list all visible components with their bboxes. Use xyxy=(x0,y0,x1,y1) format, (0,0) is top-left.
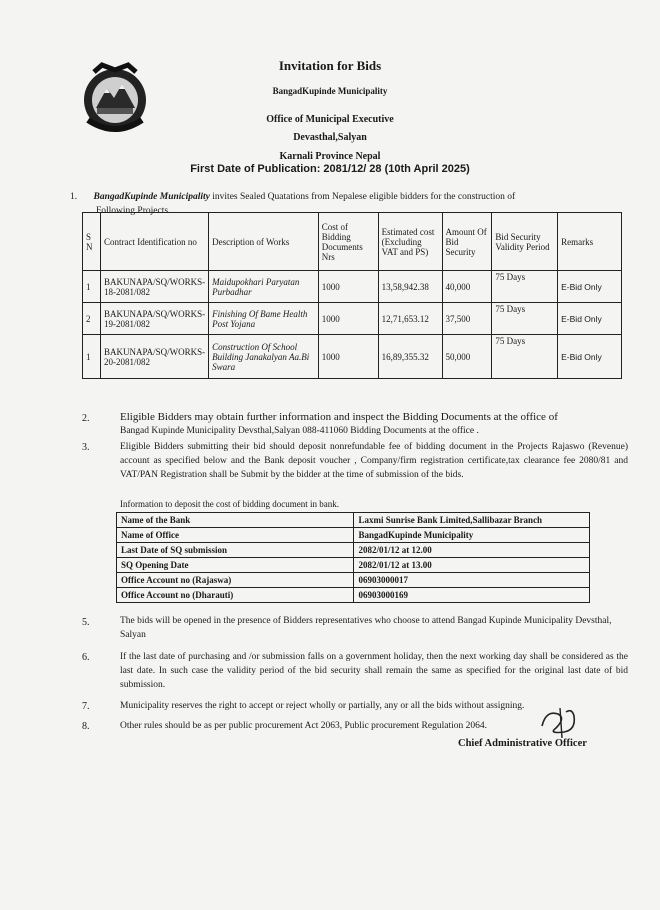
cell-description: Construction Of School Building Janakalyan Aa.Bi Swara xyxy=(209,335,319,379)
cell-cost: 1000 xyxy=(318,271,378,303)
cell-contract: BAKUNAPA/SQ/WORKS-18-2081/082 xyxy=(100,271,208,303)
cell-validity: 75 Days xyxy=(492,303,558,335)
works-table xyxy=(82,212,622,379)
cell-validity: 75 Days xyxy=(492,271,558,303)
cell-contract: BAKUNAPA/SQ/WORKS-19-2081/082 xyxy=(100,303,208,335)
item-number: 7. xyxy=(82,701,90,712)
cell-validity: 75 Days xyxy=(492,335,558,379)
cell-description: Maidupokhari Paryatan Purbadhar xyxy=(209,271,319,303)
bank-value: 06903000017 xyxy=(354,573,590,588)
bank-label: Name of the Bank xyxy=(117,513,354,528)
table-row xyxy=(117,573,590,588)
intro-text: invites Sealed Quatations from Nepalese eligible bidders for the construction of xyxy=(209,192,516,202)
page-title: Invitation for Bids xyxy=(278,58,382,73)
bank-label: SQ Opening Date xyxy=(117,558,354,573)
cell-security: 50,000 xyxy=(442,335,492,379)
item-number: 3. xyxy=(82,442,90,453)
column-header: S N xyxy=(83,213,101,271)
signature-title: Chief Administrative Officer xyxy=(458,738,587,749)
signature-mark xyxy=(536,704,584,740)
table-row xyxy=(83,335,622,379)
cell-remarks: E-Bid Only xyxy=(558,335,622,379)
cell-estimated: 13,58,942.38 xyxy=(378,271,442,303)
item-text: Municipality reserves the right to accept or reject wholly or partially, any or all the bids without assigning. xyxy=(120,701,525,711)
table-row xyxy=(117,543,590,558)
intro-number: 1. xyxy=(70,192,78,202)
bank-label: Office Account no (Rajaswa) xyxy=(117,573,354,588)
table-row xyxy=(117,588,590,603)
cell-remarks: E-Bid Only xyxy=(558,303,622,335)
cell-estimated: 16,89,355.32 xyxy=(378,335,442,379)
bank-value: 06903000169 xyxy=(354,588,590,603)
bank-label: Office Account no (Dharauti) xyxy=(117,588,354,603)
cell-security: 37,500 xyxy=(442,303,492,335)
intro-text-2: Following Projects. xyxy=(96,206,171,216)
item-number: 8. xyxy=(82,721,90,732)
item-text: The bids will be opened in the presence of Bidders representatives who choose to attend Bangad Kupinde Municipality Devsthal, Salyan xyxy=(120,616,612,640)
cell-cost: 1000 xyxy=(318,303,378,335)
cell-estimated: 12,71,653.12 xyxy=(378,303,442,335)
publication-date: First Date of Publication: 2081/12/ 28 (10th April 2025) xyxy=(190,163,470,175)
cell-description: Finishing Of Bame Health Post Yojana xyxy=(209,303,319,335)
bank-label: Name of Office xyxy=(117,528,354,543)
municipality-name: BangadKupinde Municipality xyxy=(272,86,388,96)
item-text: Bangad Kupinde Municipality Devsthal,Salyan 088-411060 Bidding Documents at the office . xyxy=(120,426,479,436)
column-header: Contract Identification no xyxy=(100,213,208,271)
cell-contract: BAKUNAPA/SQ/WORKS-20-2081/082 xyxy=(100,335,208,379)
column-header: Bid Security Validity Period xyxy=(492,213,558,271)
item-number: 2. xyxy=(82,413,90,424)
column-header: Amount Of Bid Security xyxy=(442,213,492,271)
table-row xyxy=(83,303,622,335)
item-text: Eligible Bidders submitting their bid should deposit nonrefundable fee of bidding document in the Projects Rajaswo (Revenue) account as specified below and the Bank deposit voucher , Company/firm registration certificate,tax clearance fee 2080/81 and VAT/PAN Registration shall be Submit by the bidder at the time of submission of the bids. xyxy=(120,442,628,480)
bank-caption: Information to deposit the cost of bidding document in bank. xyxy=(120,499,339,509)
item-text: Other rules should be as per public procurement Act 2063, Public procurement Regulation 2064. xyxy=(120,721,487,731)
column-header: Cost of Bidding Documents Nrs xyxy=(318,213,378,271)
bank-label: Last Date of SQ submission xyxy=(117,543,354,558)
table-row xyxy=(83,271,622,303)
item-text: If the last date of purchasing and /or submission falls on a government holiday, then the next working day shall be considered as the last date. In such case the validity period of the bid security shall remain the same as specified for the original last date of bid submission. xyxy=(120,652,628,690)
bank-value: 2082/01/12 at 12.00 xyxy=(354,543,590,558)
column-header: Remarks xyxy=(558,213,622,271)
table-row xyxy=(117,513,590,528)
office-address: Devasthal,Salyan xyxy=(293,132,367,143)
province-name: Karnali Province Nepal xyxy=(279,151,381,162)
column-header: Description of Works xyxy=(209,213,319,271)
works-table-header xyxy=(83,213,622,271)
item-number: 5. xyxy=(82,617,90,628)
bank-value: BangadKupinde Municipality xyxy=(354,528,590,543)
bank-value: Laxmi Sunrise Bank Limited,Sallibazar Branch xyxy=(354,513,590,528)
cell-sn: 2 xyxy=(83,303,101,335)
cell-security: 40,000 xyxy=(442,271,492,303)
table-row xyxy=(117,558,590,573)
office-name: Office of Municipal Executive xyxy=(266,114,394,125)
cell-sn: 1 xyxy=(83,335,101,379)
bank-value: 2082/01/12 at 13.00 xyxy=(354,558,590,573)
column-header: Estimated cost (Excluding VAT and PS) xyxy=(378,213,442,271)
intro-org: BangadKupinde Municipality xyxy=(93,192,210,202)
bank-info-table xyxy=(116,512,590,603)
cell-cost: 1000 xyxy=(318,335,378,379)
cell-remarks: E-Bid Only xyxy=(558,271,622,303)
table-row xyxy=(117,528,590,543)
item-text: Eligible Bidders may obtain further information and inspect the Bidding Documents at the office of xyxy=(120,411,558,423)
item-number: 6. xyxy=(82,652,90,663)
cell-sn: 1 xyxy=(83,271,101,303)
